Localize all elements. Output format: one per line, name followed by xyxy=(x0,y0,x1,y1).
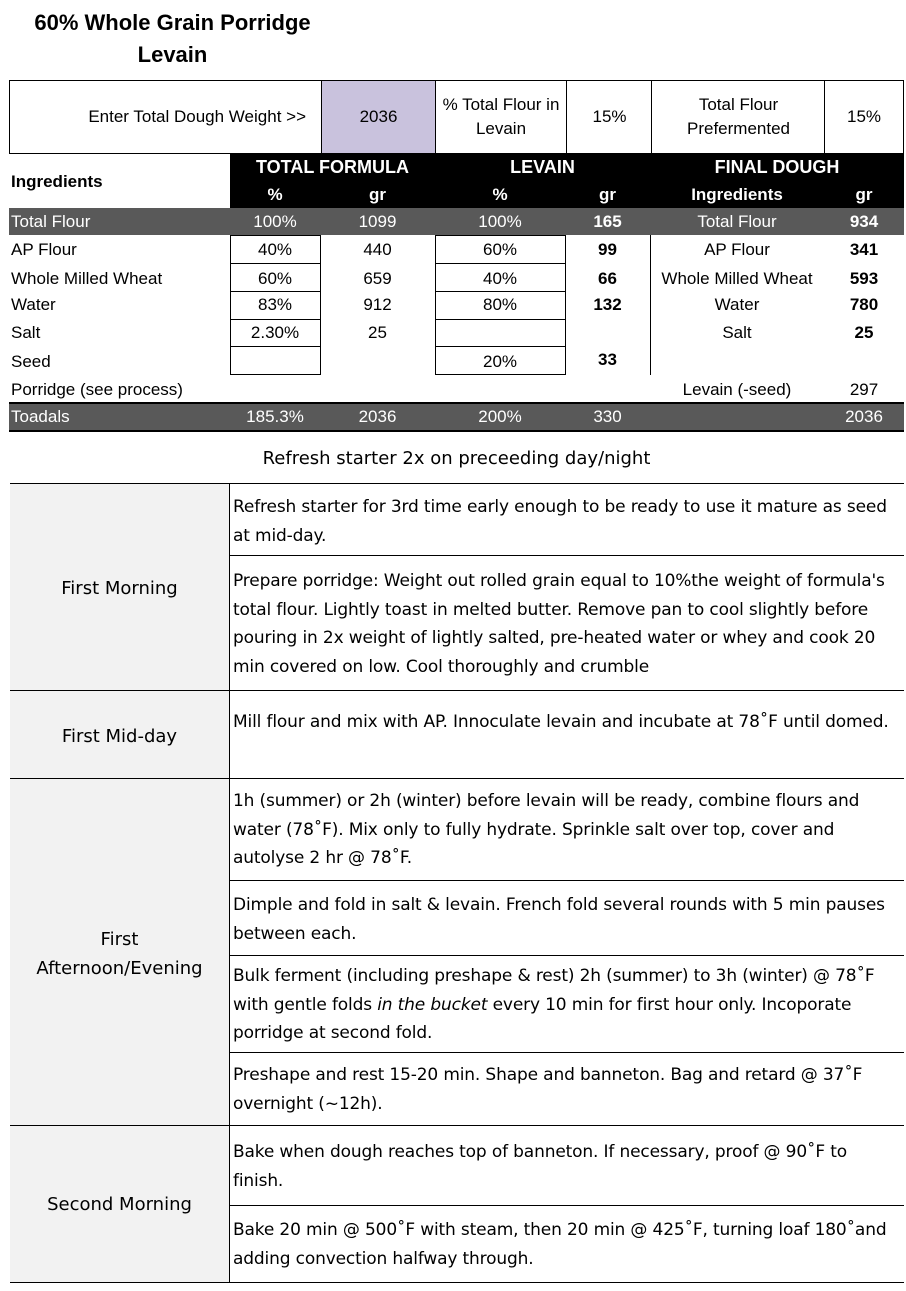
second-morning-step-1: Bake when dough reaches top of banneton. If necessary, proof @ 90˚F to finish. xyxy=(233,1142,847,1191)
totals-tf-pct: 185.3% xyxy=(246,407,304,426)
first-morning-step-2: Prepare porridge: Weight out rolled grain equal to 10%the weight of formula's total flour. Lightly toast in melted butter. Remove pan to cool slightly before pouring in 2x weight of lightly salted, pre-heated water or whey and cook 20 min covered on low. Cool thoroughly and crumble xyxy=(233,571,885,677)
water-tf-gr: 912 xyxy=(363,295,392,314)
whole-wheat-lv-pct[interactable]: 40% xyxy=(482,269,518,288)
whole-wheat-fd-gr: 593 xyxy=(849,269,879,288)
total-flour-tf-pct: 100% xyxy=(253,212,297,231)
ap-flour-tf-gr: 440 xyxy=(363,240,392,259)
seed-name: Seed xyxy=(11,352,51,371)
salt-tf-gr: 25 xyxy=(368,323,387,342)
salt-fd-gr: 25 xyxy=(854,323,874,342)
first-afternoon-step-1: 1h (summer) or 2h (winter) before levain will be ready, combine flours and water (78˚F). Mix only to fully hydrate. Sprinkle salt over top, cover and autolyse 2 hr @ 78˚F. xyxy=(233,791,860,868)
pct-flour-levain-label xyxy=(436,81,566,153)
step-3-text-b: every 10 min for first hour only. Incoporate porridge at second fold. xyxy=(233,994,852,1043)
first-afternoon-label-line1: First xyxy=(100,929,139,950)
flour-preferment-label-line1: Total Flour xyxy=(698,95,779,114)
first-morning-step-1: Refresh starter for 3rd time early enough to be ready to use it mature as seed at mid-day. xyxy=(233,497,887,546)
second-morning-step-2: Bake 20 min @ 500˚F with steam, then 20 min @ 425˚F, turning loaf 180˚and adding convection halfway through. xyxy=(233,1220,887,1269)
refresh-note: Refresh starter 2x on preceeding day/night xyxy=(262,448,651,469)
dough-weight-input[interactable]: 2036 xyxy=(322,81,435,153)
page-title: 60% Whole Grain Porridge xyxy=(34,10,311,35)
first-afternoon-step-4: Preshape and rest 15-20 min. Shape and banneton. Bag and retard @ 37˚F overnight (~12h). xyxy=(233,1065,863,1114)
first-midday-step-1: Mill flour and mix with AP. Innoculate levain and incubate at 78˚F until domed. xyxy=(233,712,889,732)
totals-tf-gr: 2036 xyxy=(358,407,397,426)
water-tf-pct[interactable]: 83% xyxy=(257,295,293,314)
tf-pct-header: % xyxy=(267,185,283,204)
totals-lv-pct: 200% xyxy=(478,407,522,426)
pct-flour-levain-value[interactable]: 15% xyxy=(592,107,627,126)
inputs-table xyxy=(9,80,904,154)
total-formula-header: TOTAL FORMULA xyxy=(256,157,409,177)
ap-flour-tf-pct[interactable]: 40% xyxy=(257,240,293,259)
water-fd-name: Water xyxy=(714,295,760,314)
ap-flour-fd-name: AP Flour xyxy=(704,240,770,259)
whole-wheat-fd-name: Whole Milled Wheat xyxy=(661,269,813,288)
step-3-text-a: Bulk ferment (including preshape & rest) 2h (summer) to 3h (winter) @ 78˚F with gentle folds xyxy=(233,966,875,1015)
whole-wheat-tf-pct[interactable]: 60% xyxy=(257,269,293,288)
totals-fd-gr: 2036 xyxy=(845,407,883,426)
final-dough-header: FINAL DOUGH xyxy=(714,157,840,177)
pct-flour-levain-label-line1: % Total Flour in xyxy=(442,95,560,114)
total-flour-fd-gr: 934 xyxy=(849,212,879,231)
fd-gr-header: gr xyxy=(855,185,873,204)
porridge-name: Porridge (see process) xyxy=(11,380,183,399)
totals-lv-gr: 330 xyxy=(593,407,622,426)
water-lv-gr: 132 xyxy=(593,295,622,314)
first-afternoon-step-2: Dimple and fold in salt & levain. French fold several rounds with 5 min pauses between each. xyxy=(233,895,885,944)
levain-seed-name: Levain (-seed) xyxy=(682,380,792,399)
total-flour-lv-pct: 100% xyxy=(478,212,522,231)
salt-name: Salt xyxy=(11,323,41,342)
flour-preferment-value[interactable]: 15% xyxy=(846,107,882,126)
water-name: Water xyxy=(11,295,56,314)
ap-flour-lv-gr: 99 xyxy=(598,240,617,259)
lv-pct-header: % xyxy=(492,185,508,204)
whole-wheat-lv-gr: 66 xyxy=(598,269,617,288)
levain-seed-gr: 297 xyxy=(849,380,879,399)
flour-preferment-label-line2: Prefermented xyxy=(687,119,790,138)
total-flour-fd-name: Total Flour xyxy=(697,212,777,231)
first-midday-label: First Mid-day xyxy=(61,726,178,747)
water-fd-gr: 780 xyxy=(849,295,879,314)
page-subtitle: Levain xyxy=(137,42,208,67)
total-flour-name: Total Flour xyxy=(11,212,91,231)
total-flour-tf-gr: 1099 xyxy=(358,212,397,231)
seed-lv-gr: 33 xyxy=(598,350,617,369)
first-afternoon-label-line2: Afternoon/Evening xyxy=(36,958,203,979)
fd-ingredients-header: Ingredients xyxy=(691,185,783,204)
lv-gr-header: gr xyxy=(599,185,616,204)
levain-header: LEVAIN xyxy=(510,157,575,177)
dough-weight-label: Enter Total Dough Weight >> xyxy=(88,107,306,126)
first-morning-label: First Morning xyxy=(61,578,178,599)
process-label-column xyxy=(10,484,229,1283)
totals-name: Toadals xyxy=(11,407,70,426)
first-afternoon-step-3 xyxy=(233,962,901,1048)
flour-preferment-label xyxy=(652,81,825,153)
ap-flour-lv-pct[interactable]: 60% xyxy=(482,240,518,259)
total-flour-lv-gr: 165 xyxy=(593,212,622,231)
pct-flour-levain-label-line2: Levain xyxy=(475,119,527,138)
salt-tf-pct[interactable]: 2.30% xyxy=(250,323,300,342)
ap-flour-fd-gr: 341 xyxy=(849,240,879,259)
ingredients-header: Ingredients xyxy=(11,172,103,191)
whole-wheat-tf-gr: 659 xyxy=(363,269,392,288)
seed-lv-pct[interactable]: 20% xyxy=(482,352,518,371)
salt-fd-name: Salt xyxy=(722,323,752,342)
whole-wheat-name: Whole Milled Wheat xyxy=(11,269,163,288)
water-lv-pct[interactable]: 80% xyxy=(482,295,518,314)
step-3-emphasis: in the bucket xyxy=(377,994,488,1015)
tf-gr-header: gr xyxy=(369,185,386,204)
ap-flour-name: AP Flour xyxy=(11,240,77,259)
second-morning-label: Second Morning xyxy=(47,1194,192,1215)
